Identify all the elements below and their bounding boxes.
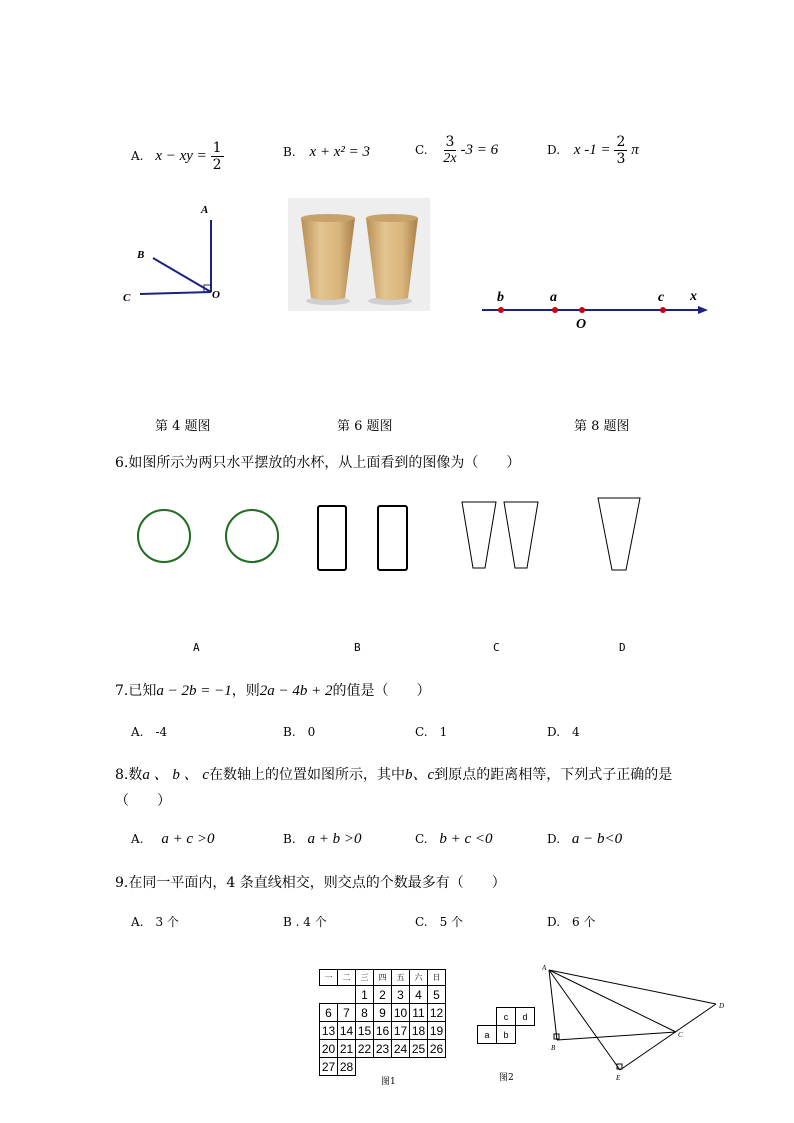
label-x: x (690, 289, 697, 304)
q7-option-c: C. 1 (415, 725, 448, 739)
calendar-row: 6 7 8 9 10 11 12 (320, 1004, 446, 1022)
equation: x − xy = (155, 148, 207, 164)
figure-4-angles (115, 200, 235, 310)
figure-8-number-line (478, 284, 710, 332)
figure-cube-net: c d a b (477, 1007, 535, 1044)
q6-label-b: B (354, 641, 361, 654)
option-letter: D. (547, 832, 561, 846)
calendar-row: 1 2 3 4 5 (320, 986, 446, 1004)
calendar-row: 27 28 (320, 1058, 446, 1076)
cube-net-caption: 图2 (499, 1073, 514, 1083)
label-o: O (576, 317, 587, 332)
question-6-text: 6.如图所示为两只水平摆放的水杯，从上面看到的图像为（ ） (115, 455, 521, 471)
calendar-header-row: 一 二 三 四 五 六 日 (320, 970, 446, 986)
label-c: c (658, 290, 665, 305)
option-letter: B. (283, 832, 296, 846)
q8-mid: 在数轴上的位置如图所示，其中 (209, 767, 406, 783)
equation: x + x² = 3 (309, 144, 371, 160)
question-8-text (115, 763, 672, 784)
q8-option-a (131, 831, 214, 848)
q8-suffix: 到原点的距离相等，下列式子正确的是 (434, 767, 673, 783)
option-expression: a − b<0 (571, 831, 623, 847)
option-letter: B. (283, 145, 296, 159)
q7-expression-2: 2a − 4b + 2 (259, 683, 333, 699)
equation: x -1 = (573, 142, 611, 158)
option-letter: C. (415, 832, 428, 846)
q9-option-c: C. 5 个 (415, 915, 464, 929)
label-o: O (212, 289, 220, 301)
q6-label-a: A (193, 641, 200, 654)
option-b-rectangles (318, 506, 407, 570)
q6-label-d: D (619, 641, 626, 654)
q7-expression-1: a − 2b = −1 (156, 683, 232, 699)
q5-option-a (131, 140, 224, 173)
q9-option-b: B . 4 个 (283, 915, 327, 929)
question-8-blank: （ ） (115, 793, 171, 809)
figure-calendar (319, 969, 446, 1076)
label-a: A (542, 964, 547, 972)
figure-triangles (540, 962, 730, 1084)
q7-option-d: D. 4 (547, 725, 580, 739)
calendar-row: 20 21 22 23 24 25 26 (320, 1040, 446, 1058)
calendar-caption: 图1 (381, 1077, 396, 1087)
q8-prefix: 8.数 (115, 767, 143, 783)
q7-prefix: 7.已知 (115, 683, 157, 699)
option-c-trapezoids (462, 502, 538, 568)
calendar-row: 13 14 15 16 17 18 19 (320, 1022, 446, 1040)
option-d-trapezoid (598, 498, 640, 570)
option-letter: D. (547, 143, 561, 157)
q7-option-a: A. -4 (131, 725, 168, 739)
pi-symbol: π (631, 142, 639, 158)
q8-option-b (283, 831, 361, 848)
caption-fig8: 第 8 题图 (574, 419, 630, 434)
q6-option-figures (130, 492, 650, 582)
label-e: E (616, 1074, 621, 1082)
option-expression: b + c <0 (439, 831, 493, 847)
q8-vars: a 、 b 、 c (142, 767, 210, 783)
caption-fig4: 第 4 题图 (155, 419, 211, 434)
question-9-text: 9.在同一平面内，4 条直线相交，则交点的个数最多有（ ） (115, 875, 506, 891)
q7-mid: ，则 (231, 683, 260, 699)
label-c: C (678, 1031, 683, 1039)
caption-fig6: 第 6 题图 (337, 419, 393, 434)
q9-option-a: A. 3 个 (131, 915, 179, 929)
q5-option-c (415, 134, 498, 167)
q8-option-d (547, 831, 622, 848)
label-b: B (551, 1044, 556, 1052)
calendar-table (319, 969, 446, 1076)
question-7-text (115, 680, 430, 700)
q6-label-c: C (493, 641, 500, 654)
q8-vars-2: b、c (405, 767, 435, 783)
option-a-circles (138, 510, 278, 562)
option-letter: A. (131, 832, 144, 846)
label-d: D (719, 1002, 725, 1010)
label-b: b (497, 290, 504, 305)
option-letter: C. (415, 143, 428, 157)
q8-option-c (415, 831, 493, 848)
label-c: C (123, 292, 131, 304)
fraction: $\frac{3}{2x}$ (443, 134, 457, 166)
q7-option-b: B. 0 (283, 725, 316, 739)
q5-option-b (283, 144, 370, 161)
option-expression: a + b >0 (307, 831, 362, 847)
q9-option-d: D. 6 个 (547, 915, 596, 929)
equation: -3 = 6 (460, 142, 499, 158)
option-expression: a + c >0 (161, 831, 215, 847)
figure-6-cups-photo (288, 198, 430, 311)
fraction: $\frac{1}{2}$ (212, 140, 222, 173)
q7-suffix: 的值是（ ） (332, 683, 431, 699)
label-a: A (201, 204, 209, 216)
label-b: B (137, 249, 145, 261)
fraction: $\frac{2}{3}$ (616, 134, 626, 167)
label-a: a (550, 290, 557, 305)
q5-option-d (547, 134, 639, 167)
option-letter: A. (131, 149, 144, 163)
